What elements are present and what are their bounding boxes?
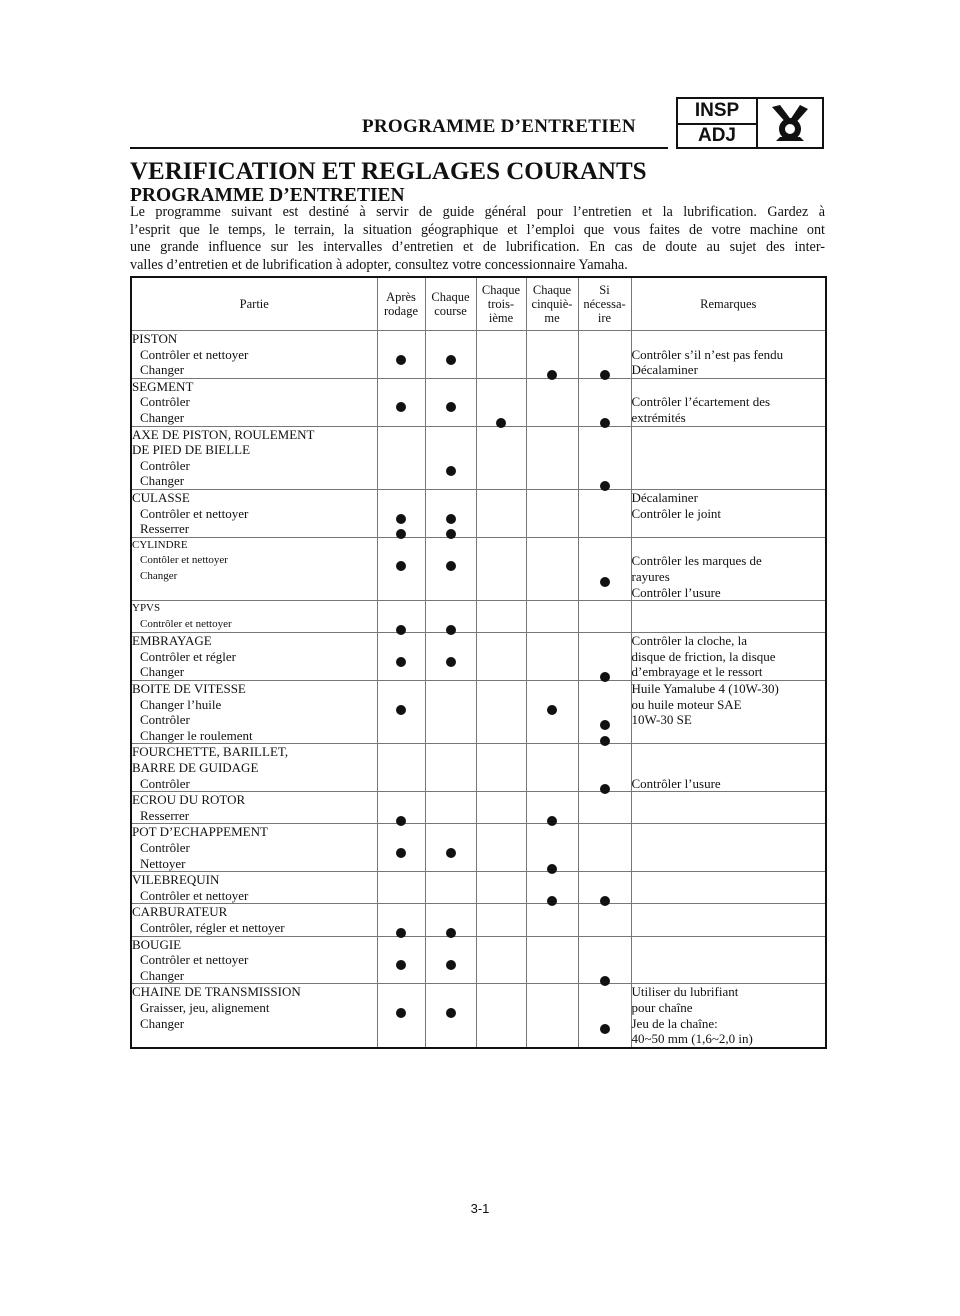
- interval-cell: [526, 633, 578, 681]
- interval-cell: [425, 904, 476, 936]
- remark-line: rayures: [631, 568, 670, 584]
- row-remarks-cell: [631, 984, 826, 1048]
- header-line: ième: [488, 311, 514, 325]
- table-row: [131, 872, 826, 904]
- remark-line: [632, 760, 826, 776]
- row-title: FOURCHETTE, BARILLET,: [132, 744, 289, 760]
- row-remarks-cell: [631, 792, 826, 824]
- interval-cell: [425, 378, 476, 426]
- remark-line: Contrôler les marques de: [631, 553, 762, 569]
- row-remarks-cell: [631, 681, 826, 744]
- table-row: [131, 681, 826, 744]
- remark-line: pour chaîne: [631, 999, 693, 1015]
- check-mark-dot: [446, 402, 456, 412]
- check-mark-dot: [396, 657, 406, 667]
- interval-cell: [578, 633, 631, 681]
- check-mark-dot: [446, 960, 456, 970]
- table-row: [131, 824, 826, 872]
- row-item: Contrôler et nettoyer: [140, 952, 249, 968]
- interval-cell: [476, 601, 526, 633]
- row-item: Contrôler: [140, 775, 190, 791]
- remark-line: disque de friction, la disque: [631, 648, 776, 664]
- row-title: YPVS: [132, 602, 161, 615]
- remark-line: ou huile moteur SAE: [631, 696, 742, 712]
- check-mark-dot: [600, 1024, 610, 1034]
- interval-cell: [476, 489, 526, 537]
- table-header-row: [131, 277, 826, 331]
- interval-cell: [425, 824, 476, 872]
- interval-cell: [425, 331, 476, 379]
- row-item: Resserrer: [140, 807, 190, 823]
- remark-line: Contrôler l’usure: [631, 775, 721, 791]
- remark-line: 40~50 mm (1,6~2,0 in): [631, 1031, 753, 1047]
- row-remarks-cell: [631, 601, 826, 633]
- header-line: rodage: [383, 304, 418, 318]
- remark-line: Contrôler l’écartement des: [631, 394, 771, 410]
- wrench-tools-icon: [766, 103, 814, 143]
- interval-cell: [476, 984, 526, 1048]
- interval-cell: [476, 378, 526, 426]
- row-title: CARBURATEUR: [132, 904, 228, 920]
- check-mark-dot: [446, 561, 456, 571]
- interval-cell: [476, 633, 526, 681]
- header-line: cinquiè-: [531, 297, 573, 311]
- check-mark-dot: [396, 355, 406, 365]
- header-rule: [130, 147, 668, 149]
- remark-line: extrémités: [631, 409, 686, 425]
- row-remarks-cell: [631, 537, 826, 600]
- row-title: EMBRAYAGE: [132, 633, 212, 649]
- table-row: [131, 601, 826, 633]
- row-item: Resserrer: [140, 521, 190, 537]
- row-item: Contrôler et nettoyer: [140, 617, 232, 630]
- interval-cell: [377, 537, 425, 600]
- row-item: Changer: [140, 664, 185, 680]
- row-title: POT D’ECHAPPEMENT: [132, 824, 268, 840]
- interval-cell: [377, 378, 425, 426]
- intro-line: l’esprit que le temps, le terrain, la situation géographique et l’emploi que vous faites de votre machine ont: [130, 221, 825, 238]
- table-row: [131, 537, 826, 600]
- row-item: Changer le roulement: [140, 727, 253, 743]
- interval-cell: [425, 633, 476, 681]
- row-remarks-cell: [631, 378, 826, 426]
- check-mark-dot: [396, 960, 406, 970]
- interval-cell: [526, 537, 578, 600]
- header-line: Si: [599, 283, 610, 297]
- row-part-cell: [131, 984, 377, 1048]
- check-mark-dot: [396, 402, 406, 412]
- interval-cell: [476, 792, 526, 824]
- intro-line: une grande influence sur les intervalles d’entretien et de lubrification. En cas de doute au sujet des inter-: [130, 239, 825, 255]
- row-title: VILEBREQUIN: [132, 872, 220, 888]
- row-remarks-cell: [631, 904, 826, 936]
- remark-line: [632, 744, 826, 760]
- interval-cell: [425, 936, 476, 984]
- interval-cell: [526, 378, 578, 426]
- interval-cell: [526, 744, 578, 792]
- header-line: trois-: [487, 297, 515, 311]
- interval-cell: [425, 792, 476, 824]
- row-part-cell: [131, 744, 377, 792]
- row-item: Contrôler: [140, 394, 190, 410]
- page-number: 3-1: [470, 1201, 490, 1216]
- remark-line: [632, 538, 826, 554]
- row-remarks-cell: [631, 426, 826, 489]
- table-row: [131, 633, 826, 681]
- row-part-cell: [131, 378, 377, 426]
- row-remarks-cell: [631, 824, 826, 872]
- row-title: CULASSE: [132, 489, 190, 505]
- check-mark-dot: [446, 355, 456, 365]
- interval-cell: [425, 744, 476, 792]
- row-title: ECROU DU ROTOR: [132, 792, 246, 808]
- table-row: [131, 489, 826, 537]
- section-heading: VERIFICATION ET REGLAGES COURANTS: [130, 158, 647, 185]
- row-remarks-cell: [631, 489, 826, 537]
- header-line: Chaque: [481, 283, 521, 297]
- check-mark-dot: [547, 705, 557, 715]
- intro-line: Le programme suivant est destiné à servir de guide général pour l’entretien et la lubrification. Gardez à: [130, 204, 825, 220]
- column-header-part: Partie: [131, 277, 377, 331]
- interval-cell: [526, 426, 578, 489]
- header-line: Après: [386, 290, 416, 304]
- row-item: Graisser, jeu, alignement: [140, 999, 270, 1015]
- interval-cell: [425, 537, 476, 600]
- interval-cell: [578, 601, 631, 633]
- remark-line: Contrôler la cloche, la: [631, 633, 748, 649]
- interval-cell: [578, 426, 631, 489]
- badge-divider: [756, 99, 758, 147]
- row-item: Contrôler, régler et nettoyer: [140, 919, 285, 935]
- interval-cell: [377, 872, 425, 904]
- interval-cell: [526, 904, 578, 936]
- row-part-cell: [131, 331, 377, 379]
- row-part-cell: [131, 537, 377, 600]
- remark-line: [632, 331, 826, 347]
- row-item: Changer: [140, 409, 185, 425]
- row-item: Changer l’huile: [140, 696, 222, 712]
- interval-cell: [526, 601, 578, 633]
- interval-cell: [425, 426, 476, 489]
- column-header-remarks: Remarques: [631, 277, 826, 331]
- interval-cell: [425, 681, 476, 744]
- column-header-interval: [476, 277, 526, 331]
- check-mark-dot: [446, 514, 456, 524]
- row-title-cont: DE PIED DE BIELLE: [132, 442, 251, 458]
- header-line: Chaque: [431, 290, 470, 304]
- check-mark-dot: [446, 848, 456, 858]
- interval-cell: [377, 744, 425, 792]
- interval-cell: [578, 904, 631, 936]
- interval-cell: [377, 824, 425, 872]
- row-title: CYLINDRE: [132, 538, 188, 551]
- row-item: Contrôler et nettoyer: [140, 887, 249, 903]
- interval-cell: [526, 984, 578, 1048]
- column-header-interval: [578, 277, 631, 331]
- row-part-cell: [131, 426, 377, 489]
- row-part-cell: [131, 824, 377, 872]
- interval-cell: [476, 824, 526, 872]
- interval-cell: [526, 489, 578, 537]
- header-line: nécessa-: [583, 297, 626, 311]
- check-mark-dot: [446, 466, 456, 476]
- table-row: [131, 331, 826, 379]
- row-part-cell: [131, 489, 377, 537]
- row-part-cell: [131, 936, 377, 984]
- badge-insp-label: INSP: [678, 99, 756, 125]
- interval-cell: [526, 936, 578, 984]
- remark-line: d’embrayage et le ressort: [631, 664, 763, 680]
- table-row: [131, 792, 826, 824]
- subsection-heading: PROGRAMME D’ENTRETIEN: [130, 185, 405, 206]
- column-header-interval: [377, 277, 425, 331]
- row-part-cell: [131, 601, 377, 633]
- remark-line: Contrôler s’il n’est pas fendu: [631, 346, 784, 362]
- check-mark-dot: [396, 848, 406, 858]
- interval-cell: [578, 331, 631, 379]
- interval-cell: [526, 331, 578, 379]
- check-mark-dot: [446, 1008, 456, 1018]
- table-row: [131, 936, 826, 984]
- interval-cell: [377, 936, 425, 984]
- row-item: Contrôler: [140, 712, 190, 728]
- interval-cell: [476, 872, 526, 904]
- header-line: course: [434, 304, 467, 318]
- check-mark-dot: [600, 577, 610, 587]
- row-item: Changer: [140, 362, 185, 378]
- header-line: ire: [597, 311, 612, 325]
- row-item: Contrôler et nettoyer: [140, 346, 249, 362]
- interval-cell: [377, 792, 425, 824]
- remark-line: Décalaminer: [631, 362, 698, 378]
- interval-cell: [425, 984, 476, 1048]
- row-item: Contôler et nettoyer: [140, 554, 228, 567]
- intro-line: valles d’entretien et de lubrification à adopter, consultez votre concessionnaire Yamaha.: [130, 256, 628, 273]
- remark-line: [632, 379, 826, 395]
- interval-cell: [425, 489, 476, 537]
- interval-cell: [476, 936, 526, 984]
- interval-cell: [377, 904, 425, 936]
- table-row: [131, 426, 826, 489]
- check-mark-dot: [446, 657, 456, 667]
- row-item: Changer: [140, 569, 178, 582]
- interval-cell: [578, 984, 631, 1048]
- row-item: Contrôler et régler: [140, 648, 237, 664]
- interval-cell: [476, 681, 526, 744]
- row-item: Contrôler: [140, 457, 190, 473]
- interval-cell: [476, 331, 526, 379]
- row-item: Changer: [140, 967, 185, 983]
- row-item: Changer: [140, 1015, 185, 1031]
- badge-adj-label: ADJ: [697, 125, 736, 146]
- interval-cell: [377, 681, 425, 744]
- interval-cell: [377, 426, 425, 489]
- intro-paragraph: [130, 204, 825, 274]
- interval-cell: [425, 601, 476, 633]
- row-remarks-cell: [631, 744, 826, 792]
- interval-cell: [526, 681, 578, 744]
- interval-cell: [476, 744, 526, 792]
- interval-cell: [476, 537, 526, 600]
- interval-cell: [476, 904, 526, 936]
- interval-cell: [377, 489, 425, 537]
- remark-line: Décalaminer: [631, 489, 698, 505]
- check-mark-dot: [396, 1008, 406, 1018]
- interval-cell: [377, 984, 425, 1048]
- column-header-interval: [425, 277, 476, 331]
- row-title: PISTON: [132, 331, 178, 346]
- row-title: SEGMENT: [132, 378, 194, 394]
- row-title: BOITE DE VITESSE: [132, 681, 246, 697]
- interval-cell: [526, 792, 578, 824]
- interval-cell: [578, 537, 631, 600]
- interval-cell: [526, 872, 578, 904]
- interval-cell: [578, 936, 631, 984]
- row-title-cont: BARRE DE GUIDAGE: [132, 760, 259, 776]
- interval-cell: [578, 744, 631, 792]
- row-remarks-cell: [631, 872, 826, 904]
- row-part-cell: [131, 792, 377, 824]
- table-row: [131, 984, 826, 1048]
- check-mark-dot: [396, 705, 406, 715]
- header-line: Chaque: [532, 283, 572, 297]
- check-mark-dot: [600, 720, 610, 730]
- header-line: me: [544, 311, 560, 325]
- row-title: CHAINE DE TRANSMISSION: [132, 984, 301, 1000]
- column-header-interval: [526, 277, 578, 331]
- interval-cell: [578, 489, 631, 537]
- table-row: [131, 378, 826, 426]
- table-row: [131, 904, 826, 936]
- interval-cell: [578, 378, 631, 426]
- row-part-cell: [131, 904, 377, 936]
- remark-line: Contrôler le joint: [631, 505, 722, 521]
- row-remarks-cell: [631, 633, 826, 681]
- remark-line: Jeu de la chaîne:: [631, 1015, 718, 1031]
- row-remarks-cell: [631, 331, 826, 379]
- remark-line: Utiliser du lubrifiant: [631, 984, 739, 1000]
- interval-cell: [377, 601, 425, 633]
- interval-cell: [578, 872, 631, 904]
- interval-cell: [425, 872, 476, 904]
- row-part-cell: [131, 681, 377, 744]
- row-part-cell: [131, 872, 377, 904]
- row-remarks-cell: [631, 936, 826, 984]
- interval-cell: [377, 331, 425, 379]
- table-row: [131, 744, 826, 792]
- interval-cell: [578, 824, 631, 872]
- page-header-title: PROGRAMME D’ENTRETIEN: [362, 116, 636, 137]
- row-item: Changer: [140, 473, 185, 489]
- interval-cell: [578, 681, 631, 744]
- maintenance-schedule-table: [130, 276, 827, 1049]
- row-title: AXE DE PISTON, ROULEMENT: [132, 426, 315, 442]
- remark-line: 10W-30 SE: [631, 712, 692, 728]
- check-mark-dot: [396, 514, 406, 524]
- interval-cell: [377, 633, 425, 681]
- remark-line: Contrôler l’usure: [631, 584, 721, 600]
- row-item: Contrôler: [140, 840, 190, 855]
- row-item: Contrôler et nettoyer: [140, 505, 249, 521]
- row-item: Nettoyer: [140, 855, 186, 871]
- interval-cell: [476, 426, 526, 489]
- remark-line: Huile Yamalube 4 (10W-30): [631, 681, 779, 697]
- insp-adj-badge: [676, 97, 824, 149]
- interval-cell: [578, 792, 631, 824]
- row-title: BOUGIE: [132, 936, 182, 952]
- check-mark-dot: [396, 561, 406, 571]
- row-part-cell: [131, 633, 377, 681]
- interval-cell: [526, 824, 578, 872]
